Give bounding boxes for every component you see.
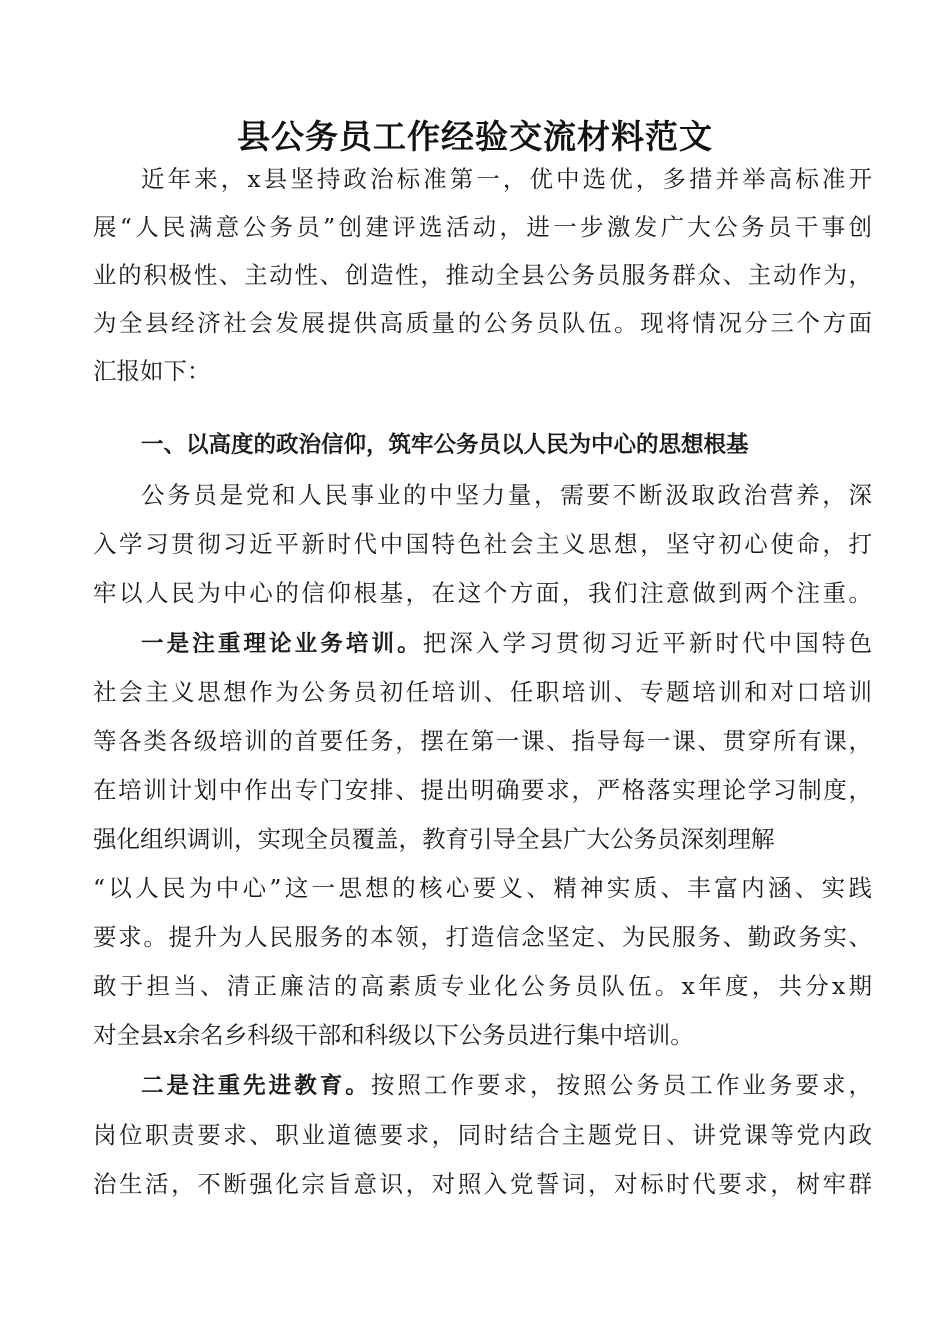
- item1-line: 等各类各级培训的首要任务，摆在第一课、指导每一课、贯穿所有课，: [93, 727, 872, 755]
- item1-line: 对全县x余名乡科级干部和科级以下公务员进行集中培训。: [93, 1021, 694, 1049]
- section-para-line: 牢以人民为中心的信仰根基，在这个方面，我们注意做到两个注重。: [93, 579, 872, 607]
- intro-line: 展“人民满意公务员”创建评选活动，进一步激发广大公务员干事创: [93, 213, 872, 241]
- intro-line: 汇报如下：: [93, 357, 211, 385]
- item2-lead: 二是注重先进教育。: [141, 1073, 371, 1099]
- item1-line: 在培训计划中作出专门安排、提出明确要求，严格落实理论学习制度，: [93, 776, 872, 804]
- item1-line: “以人民为中心”这一思想的核心要义、精神实质、丰富内涵、实践: [93, 874, 872, 902]
- intro-line: 近年来，x县坚持政治标准第一，优中选优，多措并举高标准开: [141, 165, 872, 193]
- intro-line: 为全县经济社会发展提供高质量的公务员队伍。现将情况分三个方面: [93, 309, 872, 337]
- item1-lead: 一是注重理论业务培训。: [141, 631, 423, 657]
- item1-line: 社会主义思想作为公务员初任培训、任职培训、专题培训和对口培训: [93, 678, 872, 706]
- section-para-line: 公务员是党和人民事业的中坚力量，需要不断汲取政治营养，深: [141, 481, 872, 509]
- item2-first-line: [0, 1061, 950, 1109]
- item2-line: 岗位职责要求、职业道德要求，同时结合主题党日、讲党课等党内政: [93, 1121, 872, 1149]
- section-para-line: 入学习贯彻习近平新时代中国特色社会主义思想，坚守初心使命，打: [93, 530, 872, 558]
- item1-line: 要求。提升为人民服务的本领，打造信念坚定、为民服务、勤政务实、: [93, 923, 872, 951]
- intro-line: 业的积极性、主动性、创造性，推动全县公务员服务群众、主动作为，: [93, 261, 872, 289]
- item2-first-rest: 按照工作要求，按照公务员工作业务要求，: [370, 1071, 872, 1099]
- section-heading: 一、以高度的政治信仰，筑牢公务员以人民为中心的思想根基: [141, 432, 749, 458]
- document-title: 县公务员工作经验交流材料范文: [237, 117, 713, 156]
- item1-first-rest: 把深入学习贯彻习近平新时代中国特色: [422, 629, 872, 657]
- item1-line: 敢于担当、清正廉洁的高素质专业化公务员队伍。x年度，共分x期: [93, 972, 872, 1000]
- item1-first-line: [0, 619, 950, 667]
- item2-line: 治生活，不断强化宗旨意识，对照入党誓词，对标时代要求，树牢群: [93, 1170, 872, 1198]
- item1-line: 强化组织调训，实现全员覆盖，教育引导全县广大公务员深刻理解: [93, 825, 775, 853]
